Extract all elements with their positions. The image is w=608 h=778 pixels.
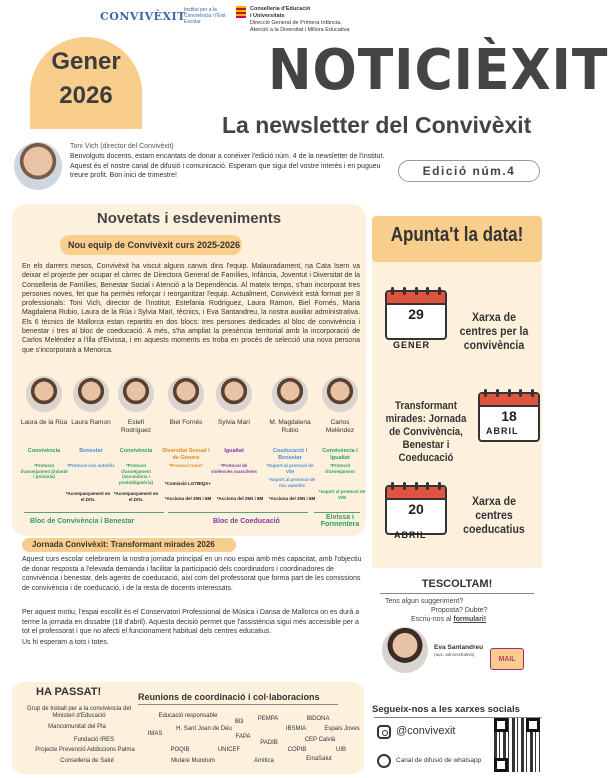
event-month: GENER (393, 340, 431, 350)
event-day: 20 (408, 501, 424, 517)
group-line-eivissa (314, 512, 360, 513)
organization: Fundació IRES (73, 737, 115, 743)
member-role: Convivència (119, 448, 153, 454)
organization: Projecte Prevenció Addiccions Palma (35, 747, 135, 753)
member-protocol: *Protocol d'assetjament (infantil i primària) (20, 463, 68, 479)
note-25n-1: *Acciona del 25N i 8M (164, 496, 212, 501)
team-member (266, 376, 314, 435)
tescoltam-title: TESCOLTAM! (421, 578, 493, 590)
event-month: ABRIL (486, 426, 519, 436)
jornada-paragraph-2: Per aquest motiu, l'espai escollit és el Conservatori Professional de Música i Dansa de Mallorca on es durà a terme la jornada en dissabte (18 d'abril). Aquesta decisió permet que l'assistència sigui més accessible per a tot el professorat i que no afecti el funcionament habitual dels centres educatius. (22, 609, 360, 635)
form-link[interactable]: formulari! (453, 616, 487, 623)
note-dol-2: *Acompanyament en el DOL (113, 491, 159, 502)
note-25n-3: *Acciona del 25N i 8M (268, 496, 316, 501)
equip-banner: Nou equip de Convivèxit curs 2025-2026 (60, 235, 242, 255)
newsletter-title: NOTICIÈXIT (268, 38, 608, 103)
team-member (20, 376, 68, 427)
member-role: Coeducació i Benestar (272, 448, 308, 461)
event-month: ABRIL (394, 530, 427, 540)
member-name: Laura de la Rúa (20, 419, 68, 426)
issue-month: Gener (51, 48, 121, 75)
header-logos (100, 4, 440, 34)
organization: Grup de treball per a la convivència del Ministeri d'Educació (26, 706, 132, 719)
eva-role: (aux. administrativa) (434, 652, 475, 657)
eva-avatar (382, 627, 428, 673)
event-text: Transformant mirades: Jornada de Convivència, Benestar i Coeducació (385, 400, 467, 464)
member-name: Carlos Meléndez (325, 419, 355, 434)
qr-finder (494, 758, 508, 772)
instagram-handle[interactable]: @convivexit (396, 725, 456, 737)
organization: IBDONA (306, 716, 330, 722)
intro-text: Benvolguts docents, estam encantats de donar a conèixer l'edició núm. 4 de la newsletter de l'institut. Aquest és el nostre canal de difusió i comunicació. Esperam que sigui del vostre interès i en pugueu treure profit. Bon inici de trimestre! (70, 153, 385, 179)
mail-icon[interactable]: MAIL (490, 648, 524, 670)
member-role: Benestar (79, 448, 103, 454)
qr-finder (494, 718, 508, 732)
edition-badge: Edició núm.4 (398, 160, 540, 182)
member-protocol: *Protocol risc autolític (67, 463, 115, 468)
equip-text: En els darrers mesos, Convivèxit ha viscut alguns canvis dins l'equip. Malauradament, na Cata Isern va deixar el projecte per ocupar el càrrec de Directora General de Famílies, Infància, Joventut i Diversitat de la Conselleria de Famílies, Benestar Social i Atenció a la Dependència. Al mateix temps, s'han incorporat tres persones noves, fet que ha permès reforçar i reorganitzar l'equip. Actualment, Convivèxit està format per 8 professionals: Toni Vich, director de l'institut; Estefania Rodríguez, Laura Ramon, Biel Fornés, Maria Magdalena Rubio, Laura de la Rúa i Sylvia Marí, tècnics, i Eva Santandreu, la nostra auxiliar administrativa. Els 6 tècnics de Mallorca estan repartits en dos blocs: tres persones dedicades al bloc de convivència i benestar i tres al bloc de coeducació. A més, s'ha ampliat la presència territorial amb la incorporació de Carlos Meléndez a l'illa d'Eivissa, i en aquests moments es troba en procés de selecció una nova persona que s'incorporarà a Menorca. (22, 263, 360, 354)
newsletter-subtitle: La newsletter del Convivèxit (222, 112, 532, 138)
organization: Educació responsable (158, 713, 218, 719)
organization: IMAS (147, 731, 163, 737)
reunions-title: Reunions de coordinació i col·laboracions (138, 692, 320, 702)
whatsapp-channel[interactable]: Canal de difusió de whatsapp (396, 757, 482, 764)
member-avatar (73, 376, 109, 412)
team-member (162, 376, 210, 427)
team-member (316, 376, 364, 435)
organization: FAPA (235, 734, 251, 740)
organization: UIB (335, 747, 346, 753)
hapassat-title: HA PASSAT! (36, 686, 102, 698)
conselleria-logo: Conselleria d'Educació i Universitats Direcció General de Primera Infància, Atenció a la Diversitat i Millora Educativa (250, 6, 350, 33)
divider (138, 704, 338, 705)
instagram-icon[interactable] (377, 725, 391, 739)
member-name: Laura Ramon (71, 419, 111, 426)
organization: H. Sant Joan de Déu (176, 726, 232, 732)
tescoltam-line-2: Proposta? Dubte? (431, 607, 488, 614)
member-role: Igualtat (224, 448, 244, 454)
team-member (67, 376, 115, 427)
organization: EinaSalut (306, 756, 332, 762)
organization: POQIB (170, 747, 190, 753)
whatsapp-icon[interactable] (377, 754, 391, 768)
divider (380, 593, 534, 594)
note-risc: *suport al protocol de risc autolític (268, 477, 316, 488)
tescoltam-line-3: Escriu-nos al formulari! (411, 616, 487, 623)
member-avatar (118, 376, 154, 412)
social-title: Segueix-nos a les xarxes socials (372, 704, 520, 715)
jornada-paragraph-3: Us hi esperam a tots i totes. (22, 639, 109, 646)
member-avatar (216, 376, 252, 412)
member-name: Sylvia Marí (217, 419, 251, 426)
event-day: 29 (408, 306, 424, 322)
organization: Mancomunitat del Pla (48, 724, 106, 730)
organization: COPIB (287, 747, 307, 753)
member-name: Estefi Rodríguez (121, 419, 151, 434)
member-avatar (272, 376, 308, 412)
director-avatar (14, 142, 62, 190)
member-role: Convivència i Igualtat (322, 448, 358, 461)
member-avatar (322, 376, 358, 412)
organization: IBSMIA (285, 726, 307, 732)
member-protocol: *Suport al protocol de V/M (266, 463, 314, 474)
organization: PADIB (260, 740, 278, 746)
jornada-paragraph-1: Aquest curs escolar celebrarem la nostra jornada principal en un nou espai amb més capacitat, amb l'objectiu de donar resposta a l'elevada demanda i facilitar la participació dels coordinadors i coordinadores de convivència i benestar, dels agents de coeducació, així com del professorat que forma part de les comissions de convivència i de coeducació, i de la resta de docents interessats. (22, 556, 362, 592)
member-avatar (26, 376, 62, 412)
event-text: Xarxa de centres per la convivència (459, 310, 529, 352)
qr-finder (526, 718, 540, 732)
group-line-convivencia (24, 512, 164, 513)
tescoltam-line-1: Tens algun suggeriment? (385, 598, 464, 605)
director-name: Toni Vich (director del Convivèxit) (70, 143, 174, 150)
organization: CEP Calvià (304, 737, 336, 743)
organization: IB3 (234, 719, 244, 725)
organization: Amitica (254, 758, 274, 764)
group-convivencia: Bloc de Convivència i Benestar (30, 518, 135, 525)
novetats-title: Novetats i esdeveniments (96, 210, 282, 227)
balearic-flag-icon (236, 6, 246, 18)
group-line-coeducacio (168, 512, 308, 513)
organization: Mutare Mundum (171, 758, 215, 764)
event-text: Xarxa de centres coeducatius (463, 494, 525, 536)
member-protocol: *Protocol trans* (168, 463, 203, 468)
member-avatar (168, 376, 204, 412)
jornada-banner: Jornada Convivèxit: Transformant mirades 2026 (22, 538, 236, 552)
team-member (210, 376, 258, 427)
group-eivissa: Eivissa i Formentera (320, 514, 360, 528)
note-25n-2: *Acciona del 25N i 8M (216, 496, 264, 501)
member-protocol: *Protocol d'assetjament (secundària i postobligatòria) (119, 463, 153, 485)
group-coeducacio: Bloc de Coeducació (213, 518, 280, 525)
member-name: M. Magdalena Rubio (269, 419, 311, 434)
note-vm: *suport al protocol de V/M (318, 489, 366, 500)
agenda-title: Apunta't la data! (390, 224, 524, 246)
calendar-icon (385, 485, 447, 535)
convivexit-logo: CONVIVÈXIT (100, 10, 186, 23)
member-role: Convivència (27, 448, 61, 454)
calendar-icon (385, 290, 447, 340)
convivexit-logo-subtitle: Institut per a la Convivència i l'Èxit Escolar (184, 7, 226, 25)
member-protocol: *Protocol de violències masclistes (210, 463, 258, 474)
member-role: Diversitat Sexual i de Gènere (162, 448, 210, 461)
organization: PEMPA (257, 716, 279, 722)
event-day: 18 (501, 408, 517, 424)
member-name: Biel Fornés (169, 419, 203, 426)
team-member (112, 376, 160, 435)
eva-name: Eva Santandreu (434, 644, 484, 651)
issue-year: 2026 (59, 82, 113, 109)
organization: Conselleria de Salut (60, 758, 114, 764)
organization: UNICEF (217, 747, 241, 753)
note-lgtbi: *Comissió LGTBIQA+ (164, 481, 212, 486)
member-protocol: *Protocol d'assetjament (325, 463, 355, 474)
note-dol-1: *Acompanyament en el DOL (65, 491, 111, 502)
organization: Espais Joves (324, 726, 360, 732)
